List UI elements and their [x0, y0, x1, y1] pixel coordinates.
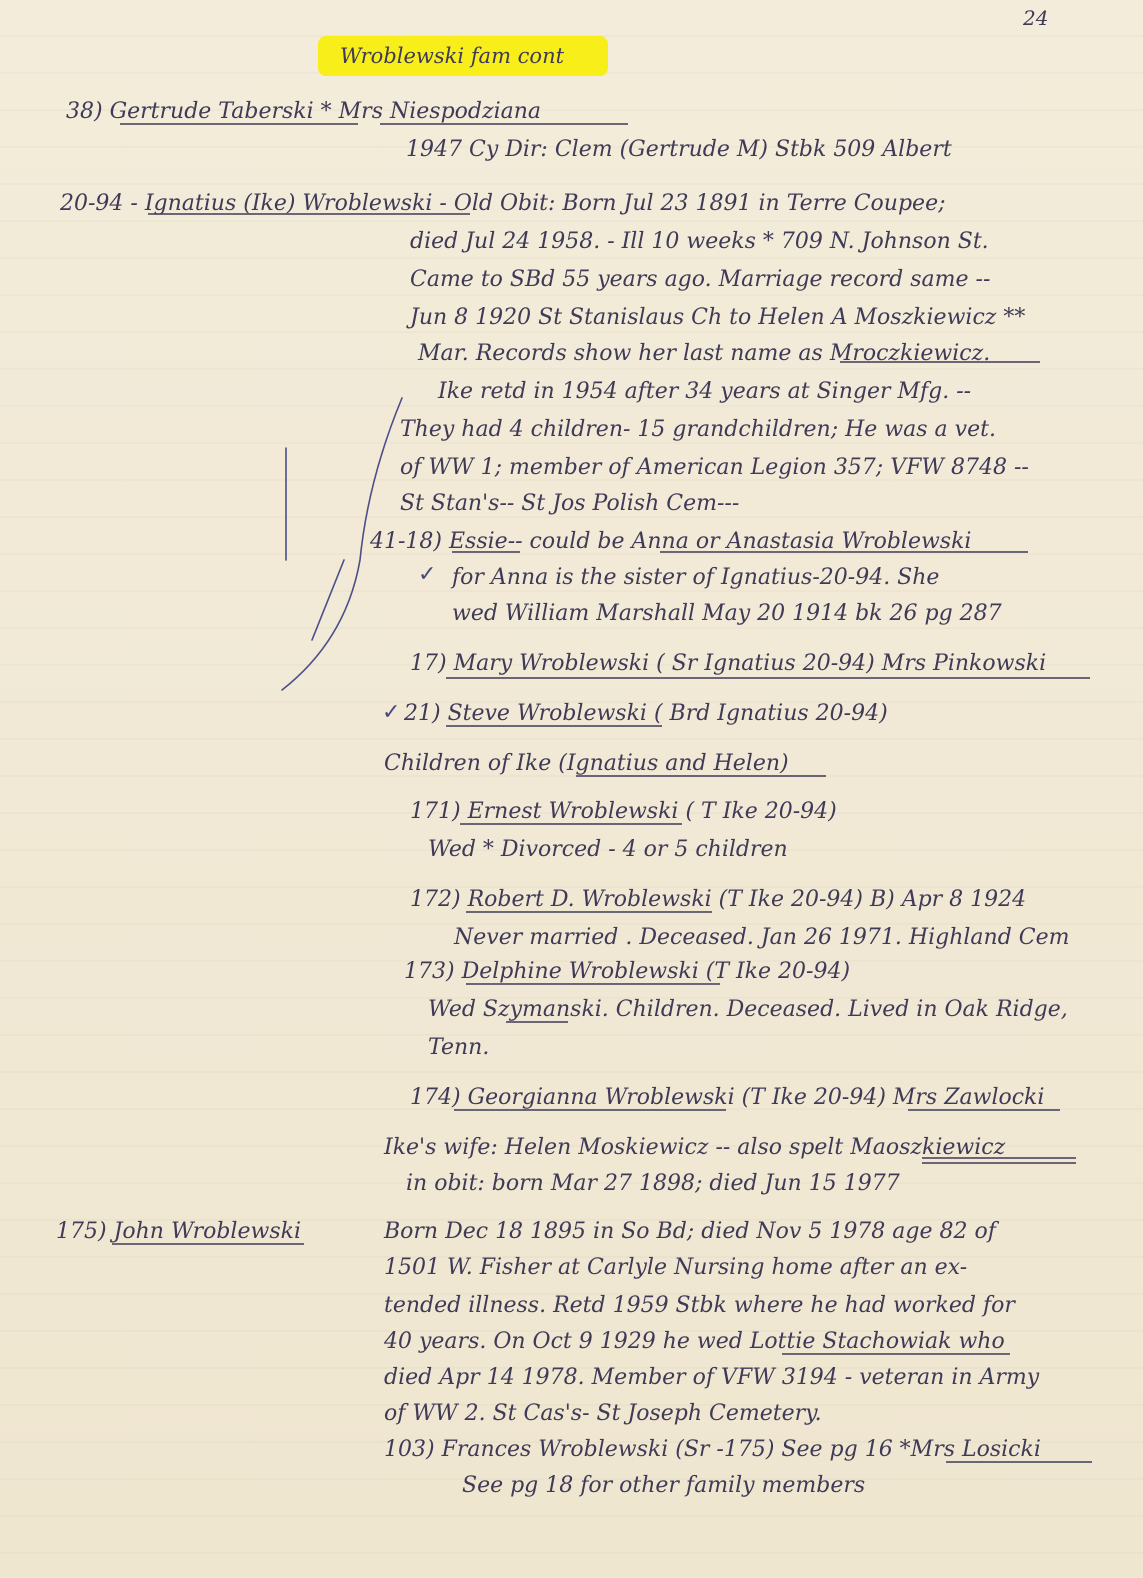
text-line: tended illness. Retd 1959 Stbk where he had worked for — [384, 1293, 1015, 1318]
text-line: 173) Delphine Wroblewski (T Ike 20-94) — [404, 959, 851, 984]
text-line: 1501 W. Fisher at Carlyle Nursing home after an ex- — [384, 1255, 968, 1280]
text-line: Never married . Deceased. Jan 26 1971. Highland Cem — [454, 925, 1070, 950]
text-line: Children of Ike (Ignatius and Helen) — [384, 751, 789, 776]
text-line: See pg 18 for other family members — [462, 1473, 866, 1498]
text-line: Ike's wife: Helen Moskiewicz -- also spelt Maoszkiewicz — [384, 1135, 1006, 1160]
text-line: 103) Frances Wroblewski (Sr -175) See pg 16 *Mrs Losicki — [384, 1437, 1041, 1462]
text-line: Wed * Divorced - 4 or 5 children — [428, 837, 788, 862]
text-line: 38) Gertrude Taberski * Mrs Niespodziana — [66, 99, 542, 124]
text-line: 174) Georgianna Wroblewski (T Ike 20-94) Mrs Zawlocki — [410, 1085, 1045, 1110]
text-line: in obit: born Mar 27 1898; died Jun 15 1977 — [406, 1171, 900, 1196]
text-line: Ike retd in 1954 after 34 years at Singer Mfg. -- — [438, 379, 972, 404]
text-line: died Apr 14 1978. Member of VFW 3194 - veteran in Army — [384, 1365, 1040, 1390]
text-line: 17) Mary Wroblewski ( Sr Ignatius 20-94) Mrs Pinkowski — [410, 651, 1047, 676]
text-line: died Jul 24 1958. - Ill 10 weeks * 709 N. Johnson St. — [410, 229, 989, 254]
text-line: 41-18) Essie-- could be Anna or Anastasia Wroblewski — [370, 529, 972, 554]
text-line: They had 4 children- 15 grandchildren; He was a vet. — [400, 417, 996, 442]
text-line: 175) John Wroblewski — [56, 1219, 301, 1244]
text-line: of WW 1; member of American Legion 357; VFW 8748 -- — [400, 455, 1029, 480]
text-line: 40 years. On Oct 9 1929 he wed Lottie Stachowiak who — [384, 1329, 1005, 1354]
checkmark-icon: ✓ — [418, 562, 437, 587]
checkmark-icon: ✓ — [382, 700, 401, 725]
text-line: 20-94 - Ignatius (Ike) Wroblewski - Old Obit: Born Jul 23 1891 in Terre Coupee; — [60, 191, 946, 216]
text-line: St Stan's-- St Jos Polish Cem--- — [400, 491, 740, 516]
text-line: wed William Marshall May 20 1914 bk 26 pg 287 — [452, 601, 1002, 626]
text-line: Tenn. — [428, 1035, 490, 1060]
page-number: 24 — [1023, 6, 1049, 30]
text-line: Jun 8 1920 St Stanislaus Ch to Helen A Moszkiewicz ** — [410, 305, 1026, 330]
text-line: Wed Szymanski. Children. Deceased. Lived in Oak Ridge, — [428, 997, 1068, 1022]
text-line: Came to SBd 55 years ago. Marriage record same -- — [410, 267, 991, 292]
text-line: 21) Steve Wroblewski ( Brd Ignatius 20-94) — [404, 701, 888, 726]
text-line: 1947 Cy Dir: Clem (Gertrude M) Stbk 509 Albert — [406, 137, 952, 162]
text-line: Born Dec 18 1895 in So Bd; died Nov 5 1978 age 82 of — [384, 1219, 996, 1244]
text-line: Mar. Records show her last name as Mroczkiewicz. — [418, 341, 991, 366]
text-line: of WW 2. St Cas's- St Joseph Cemetery. — [384, 1401, 822, 1426]
page-heading: Wroblewski fam cont — [340, 44, 565, 68]
text-line: 171) Ernest Wroblewski ( T Ike 20-94) — [410, 799, 837, 824]
text-line: 172) Robert D. Wroblewski (T Ike 20-94) B) Apr 8 1924 — [410, 887, 1027, 912]
text-line: for Anna is the sister of Ignatius-20-94. She — [452, 565, 940, 590]
margin-bracket — [282, 398, 402, 690]
margin-stroke — [312, 560, 344, 640]
